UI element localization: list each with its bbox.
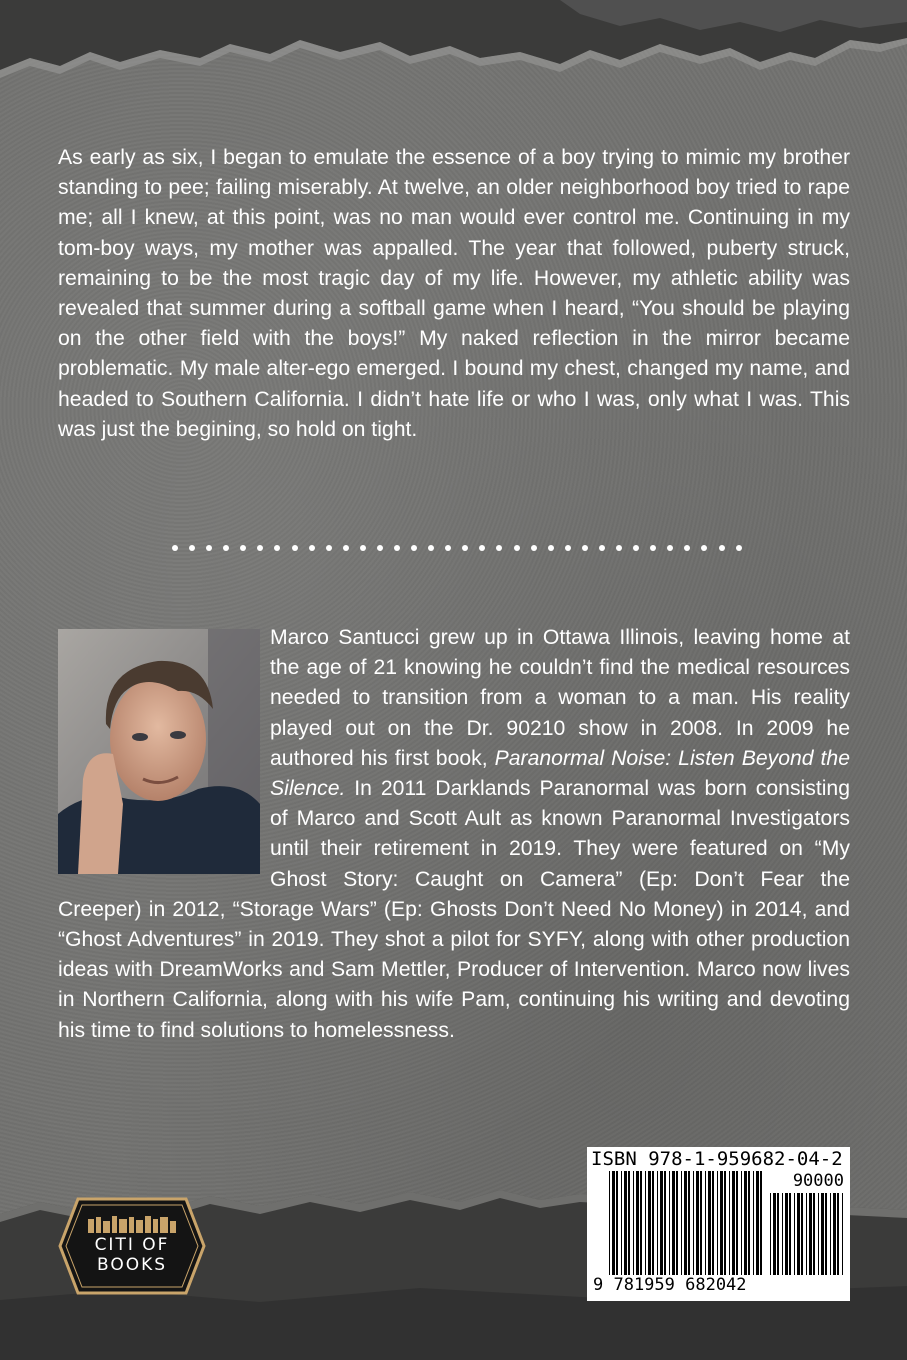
separator-dot: [360, 545, 366, 551]
separator-dot: [394, 545, 400, 551]
isbn-barcode: [587, 1147, 850, 1301]
separator-dot: [531, 545, 537, 551]
logo-line-2: BOOKS: [96, 1255, 168, 1275]
separator-dot: [292, 545, 298, 551]
logo-line-1: CITI OF: [94, 1235, 170, 1255]
author-bio-paragraph: [58, 623, 850, 1046]
separator-dot: [343, 545, 349, 551]
separator-dot: [257, 545, 263, 551]
separator-dot: [377, 545, 383, 551]
blurb-text-block: [58, 143, 850, 445]
separator-dot: [582, 545, 588, 551]
separator-dot: [462, 545, 468, 551]
separator-dot: [514, 545, 520, 551]
barcode-digits: 9 781959 682042: [593, 1275, 747, 1295]
separator-dot: [599, 545, 605, 551]
separator-dot: [684, 545, 690, 551]
blurb-paragraph: As early as six, I began to emulate the essence of a boy trying to mimic my brother standing to pee; failing miserably. At twelve, an older neighborhood boy tried to rape me; all I knew, at this point, was no man would ever control me. Continuing in my tom-boy ways, my mother was appalled. The year that followed, puberty struck, remaining to be the most tragic day of my life. However, my athletic ability was revealed that summer during a softball game when I heard, “You should be playing on the other field with the boys!” My naked reflection in the mirror became problematic. My male alter-ego emerged. I bound my chest, changed my name, and headed to Southern California. I didn’t hate life or who I was, only what I was. This was just the begining, so hold on tight.: [58, 146, 850, 441]
book-title-link: Paranormal Noise: Listen Beyond the Silence.: [270, 746, 850, 801]
price-code: 90000: [792, 1171, 844, 1191]
separator-dot: [428, 545, 434, 551]
separator-dot: [650, 545, 656, 551]
author-bio-block: [58, 623, 850, 1046]
torn-paper-top: [0, 0, 907, 110]
separator-dot: [565, 545, 571, 551]
separator-dot: [189, 545, 195, 551]
separator-dot: [616, 545, 622, 551]
separator-dot: [633, 545, 639, 551]
separator-dot: [223, 545, 229, 551]
separator-dot: [309, 545, 315, 551]
isbn-number: ISBN 978-1-959682-04-2: [591, 1148, 843, 1170]
separator-dot: [496, 545, 502, 551]
barcode-main-bars: [609, 1171, 764, 1275]
separator-dot: [736, 545, 742, 551]
publisher-logo: [58, 1197, 206, 1295]
separator-dot: [667, 545, 673, 551]
separator-dot: [445, 545, 451, 551]
separator-dot: [719, 545, 725, 551]
separator-dot: [240, 545, 246, 551]
separator-dot: [479, 545, 485, 551]
separator-dot: [701, 545, 707, 551]
separator-dot: [326, 545, 332, 551]
separator-dot: [172, 545, 178, 551]
separator-dot: [206, 545, 212, 551]
author-bio-part-2: In 2011 Darklands Paranormal was born consisting of Marco and Scott Ault as known Paranormal Investigators until their retirement in 2019. They were featured on “My Ghost Story: Caught on Camera” (Ep: Don’t Fear the Creeper) in 2012, “Storage Wars” (Ep: Ghosts Don’t Need No Money) in 2014, and “Ghost Adventures” in 2019. They shot a pilot for SYFY, along with other production ideas with DreamWorks and Sam Mettler, Producer of Intervention. Marco now lives in Northern California, along with his wife Pam, continuing his writing and devoting his time to find solutions to homelessness.: [58, 777, 850, 1042]
separator-dot: [411, 545, 417, 551]
author-bio-part-1: Marco Santucci grew up in Ottawa Illinois, leaving home at the age of 21 knowing he couldn’t find the medical resources needed to transition from a woman to a man. His reality played out on the Dr. 90210 show in 2008. In 2009 he authored his first book,: [270, 626, 850, 770]
separator-dot: [274, 545, 280, 551]
dotted-separator: [172, 541, 742, 555]
barcode-addon-bars: [770, 1193, 844, 1275]
separator-dot: [548, 545, 554, 551]
